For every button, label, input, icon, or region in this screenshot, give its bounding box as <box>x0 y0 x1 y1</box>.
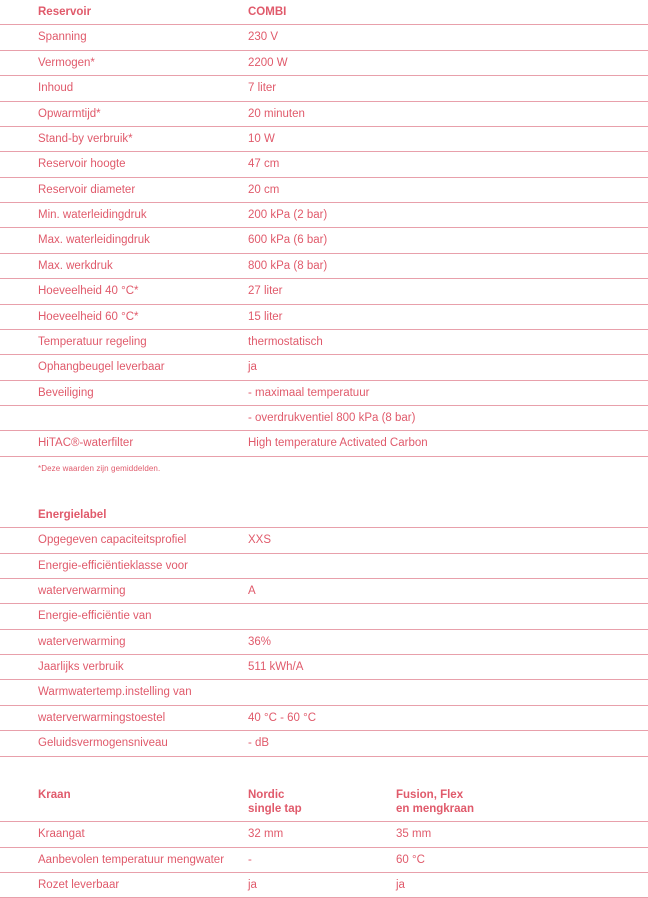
row-label: waterverwarming <box>0 578 248 603</box>
reservoir-header-value: COMBI <box>248 0 648 25</box>
table-row <box>0 279 648 304</box>
kraan-header-value2 <box>396 783 648 822</box>
reservoir-header-label: Reservoir <box>0 0 248 25</box>
row-value: 20 cm <box>248 177 648 202</box>
row-label: Energie-efficiëntie van <box>0 604 248 629</box>
row-value: 20 minuten <box>248 101 648 126</box>
row-label: Aanbevolen temperatuur mengwater <box>0 847 248 872</box>
table-row <box>0 177 648 202</box>
energielabel-header-label: Energielabel <box>0 503 248 528</box>
table-row <box>0 152 648 177</box>
row-value-1: - <box>248 847 396 872</box>
row-value <box>248 680 648 705</box>
table-row <box>0 680 648 705</box>
kraan-header-value1-line1: Nordic <box>248 788 396 802</box>
row-value: 7 liter <box>248 76 648 101</box>
row-value: thermostatisch <box>248 329 648 354</box>
row-value: 10 W <box>248 126 648 151</box>
table-row <box>0 822 648 847</box>
row-label <box>0 406 248 431</box>
row-label: Jaarlijks verbruik <box>0 655 248 680</box>
table-row <box>0 355 648 380</box>
row-label: Beveiliging <box>0 380 248 405</box>
row-label: Opgegeven capaciteitsprofiel <box>0 528 248 553</box>
row-label: Kraangat <box>0 822 248 847</box>
row-label: Temperatuur regeling <box>0 329 248 354</box>
table-row <box>0 50 648 75</box>
row-label: waterverwarming <box>0 629 248 654</box>
table-row <box>0 76 648 101</box>
row-value <box>248 604 648 629</box>
table-row <box>0 203 648 228</box>
reservoir-footnote: *Deze waarden zijn gemiddelden. <box>0 464 648 473</box>
row-value: ja <box>248 355 648 380</box>
row-value-1: ja <box>248 873 396 898</box>
row-value: A <box>248 578 648 603</box>
table-row <box>0 655 648 680</box>
row-value: - overdrukventiel 800 kPa (8 bar) <box>248 406 648 431</box>
row-value: 2200 W <box>248 50 648 75</box>
table-row <box>0 553 648 578</box>
table-row <box>0 629 648 654</box>
kraan-header-label: Kraan <box>0 783 248 822</box>
row-value-2: 60 °C <box>396 847 648 872</box>
kraan-header-value1 <box>248 783 396 822</box>
table-row <box>0 253 648 278</box>
row-value-2: 35 mm <box>396 822 648 847</box>
row-label: Hoeveelheid 40 °C* <box>0 279 248 304</box>
row-value: 47 cm <box>248 152 648 177</box>
table-row <box>0 604 648 629</box>
table-header-row <box>0 0 648 25</box>
row-value: 27 liter <box>248 279 648 304</box>
row-label: Reservoir hoogte <box>0 152 248 177</box>
table-row <box>0 329 648 354</box>
section-spacer <box>0 757 648 783</box>
kraan-header-value2-line1: Fusion, Flex <box>396 788 648 802</box>
row-value: 230 V <box>248 25 648 50</box>
table-row <box>0 406 648 431</box>
row-label: Vermogen* <box>0 50 248 75</box>
row-label: Min. waterleidingdruk <box>0 203 248 228</box>
row-label: Energie-efficiëntieklasse voor <box>0 553 248 578</box>
row-label: Max. waterleidingdruk <box>0 228 248 253</box>
energielabel-header-value <box>248 503 648 528</box>
row-value: - dB <box>248 731 648 756</box>
section-spacer <box>0 473 648 503</box>
energielabel-table <box>0 503 648 757</box>
row-label: Spanning <box>0 25 248 50</box>
table-row <box>0 431 648 456</box>
row-value: 600 kPa (6 bar) <box>248 228 648 253</box>
row-label: Inhoud <box>0 76 248 101</box>
table-row <box>0 25 648 50</box>
row-value: 15 liter <box>248 304 648 329</box>
table-row <box>0 705 648 730</box>
table-row <box>0 847 648 872</box>
kraan-header-value1-line2: single tap <box>248 802 396 816</box>
table-row <box>0 126 648 151</box>
row-label: Rozet leverbaar <box>0 873 248 898</box>
row-value: 800 kPa (8 bar) <box>248 253 648 278</box>
table-row <box>0 304 648 329</box>
row-label: Hoeveelheid 60 °C* <box>0 304 248 329</box>
row-label: Warmwatertemp.instelling van <box>0 680 248 705</box>
table-row <box>0 873 648 898</box>
row-label: waterverwarmingstoestel <box>0 705 248 730</box>
row-value: - maximaal temperatuur <box>248 380 648 405</box>
row-value: XXS <box>248 528 648 553</box>
row-value-1: 32 mm <box>248 822 396 847</box>
row-value: High temperature Activated Carbon <box>248 431 648 456</box>
row-value <box>248 553 648 578</box>
kraan-header-value2-line2: en mengkraan <box>396 802 648 816</box>
row-label: Ophangbeugel leverbaar <box>0 355 248 380</box>
row-value: 40 °C - 60 °C <box>248 705 648 730</box>
table-row <box>0 101 648 126</box>
table-row <box>0 528 648 553</box>
row-value: 511 kWh/A <box>248 655 648 680</box>
row-value: 36% <box>248 629 648 654</box>
row-label: Max. werkdruk <box>0 253 248 278</box>
row-value-2: ja <box>396 873 648 898</box>
table-header-row <box>0 503 648 528</box>
row-label: Reservoir diameter <box>0 177 248 202</box>
table-row <box>0 578 648 603</box>
table-row <box>0 228 648 253</box>
table-header-row <box>0 783 648 822</box>
table-row <box>0 731 648 756</box>
row-value: 200 kPa (2 bar) <box>248 203 648 228</box>
table-row <box>0 380 648 405</box>
row-label: Opwarmtijd* <box>0 101 248 126</box>
row-label: HiTAC®-waterfilter <box>0 431 248 456</box>
row-label: Geluidsvermogensniveau <box>0 731 248 756</box>
row-label: Stand-by verbruik* <box>0 126 248 151</box>
